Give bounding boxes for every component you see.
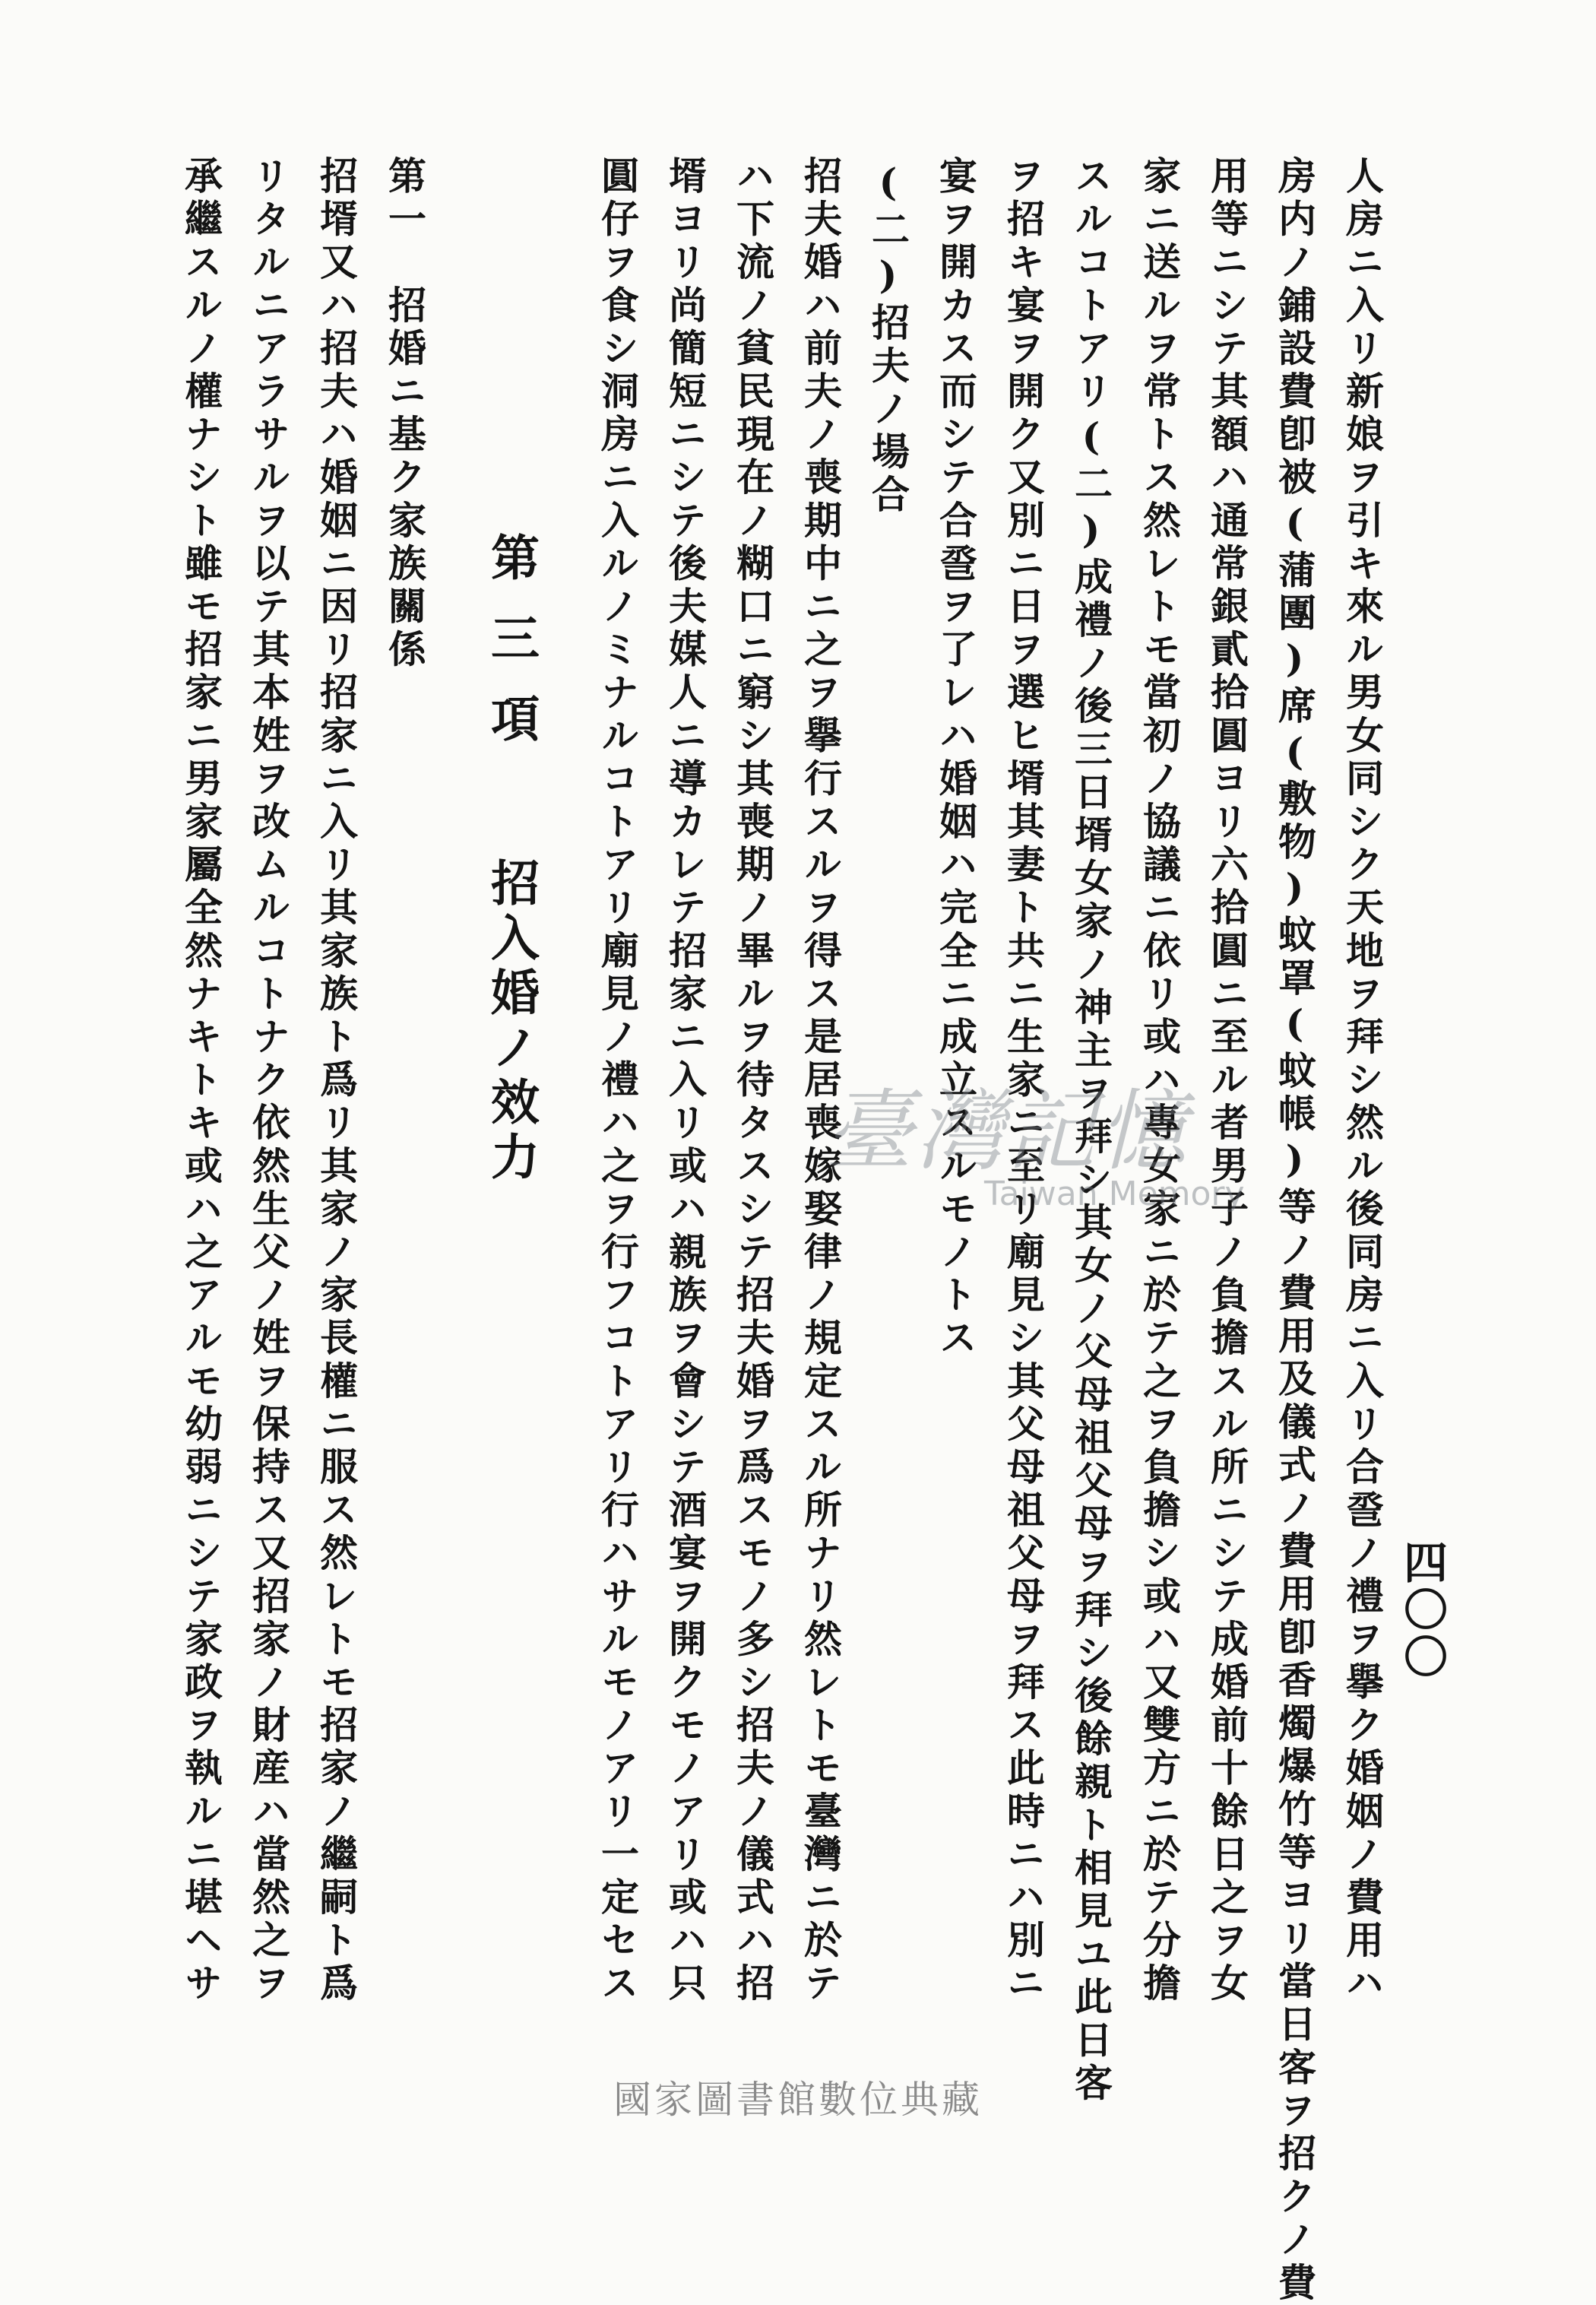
watermark-english: Taiwan Memory	[984, 1175, 1245, 1213]
footer-caption: 國家圖書館數位典藏	[613, 2078, 983, 2122]
section-heading-title: 招入婚ノ效力	[483, 858, 540, 1186]
text-column-10: ハ下流ノ貧民現在ノ糊口ニ窮シ其喪期ノ畢ルヲ待タスシテ招夫婚ヲ爲スモノ多シ招夫ノ儀式ハ招	[730, 156, 775, 2006]
page-number: 四〇〇	[1396, 1539, 1448, 1681]
text-column-after-3: 承繼スルノ權ナシト雖モ招家ニ男家屬全然ナキトキ或ハ之アルモ幼弱ニシテ家政ヲ執ルニ堪ヘサ	[179, 156, 223, 2006]
text-column-after-2: リタルニアラサルヲ以テ其本姓ヲ改ムルコトナク依然生父ノ姓ヲ保持ス又招家ノ財産ハ當然之ヲ	[246, 156, 291, 2006]
text-column-4: 家ニ送ルヲ常トス然レトモ當初ノ協議ニ依リ或ハ專女家ニ於テ之ヲ負擔シ或ハ又雙方ニ於テ分擔	[1137, 156, 1182, 2006]
text-column-5: スルコトアリ(二)成禮ノ後三日壻女家ノ神主ヲ拜シ其女ノ父母祖父母ヲ拜シ後餘親ト相見ユ此日客	[1069, 156, 1113, 2106]
text-column-6: ヲ招キ宴ヲ開ク又別ニ日ヲ選ヒ壻其妻ト共ニ生家ニ至リ廟見シ其父母祖父母ヲ拜ス此時ニハ別ニ	[1001, 156, 1046, 2006]
text-column-12: 圓仔ヲ食シ洞房ニ入ルノミナルコトアリ廟見ノ禮ハ之ヲ行フコトアリ行ハサルモノアリ一定セス	[595, 156, 640, 2006]
text-column-after-1: 招壻又ハ招夫ハ婚姻ニ因リ招家ニ入リ其家族ト爲リ其家ノ家長權ニ服ス然レトモ招家ノ繼嗣ト爲	[314, 156, 359, 2006]
watermark-chinese: 臺灣記憶	[825, 1080, 1189, 1183]
sub-heading: 第一 招婚ニ基ク家族關係	[382, 156, 427, 673]
text-column-1: 人房ニ入リ新娘ヲ引キ來ル男女同シク天地ヲ拜シ然ル後同房ニ入リ合巹ノ禮ヲ擧ク婚姻ノ費用ハ	[1340, 156, 1385, 2006]
section-heading-number: 第三項	[483, 532, 540, 774]
text-column-7: 宴ヲ開カス而シテ合巹ヲ了レハ婚姻ハ完全ニ成立スルモノトス	[933, 156, 978, 1361]
section-heading	[483, 532, 540, 1186]
text-column-3: 用等ニシテ其額ハ通常銀貳拾圓ヨリ六拾圓ニ至ル者男子ノ負擔スル所ニシテ成婚前十餘日之ヲ女	[1205, 156, 1249, 2006]
subsection-heading-招夫: (二)招夫ノ場合	[866, 160, 910, 518]
text-column-9: 招夫婚ハ前夫ノ喪期中ニ之ヲ擧行スルヲ得ス是居喪嫁娶律ノ規定スル所ナリ然レトモ臺灣ニ於テ	[798, 156, 843, 2006]
text-column-11: 壻ヨリ尚簡短ニシテ後夫媒人ニ導カレテ招家ニ入リ或ハ親族ヲ會シテ酒宴ヲ開クモノアリ或ハ只	[663, 156, 708, 2006]
text-column-2: 房内ノ鋪設費卽被(蒲團)席(敷物)蚊罩(蚊帳)等ノ費用及儀式ノ費用卽香燭爆竹等ヨリ當日客ヲ招クノ費	[1272, 156, 1317, 2305]
watermark-logo	[825, 1061, 1296, 1235]
